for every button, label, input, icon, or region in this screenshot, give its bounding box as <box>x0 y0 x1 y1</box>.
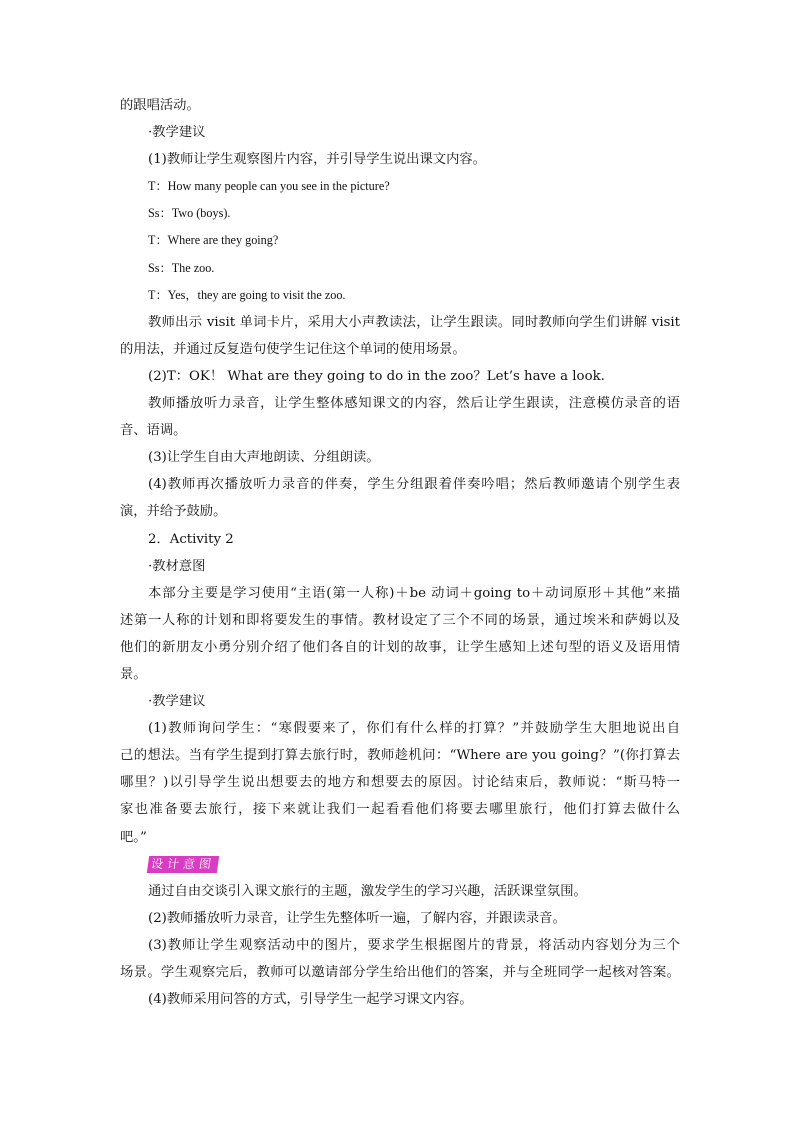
dialogue-line: (2)T：OK！ What are they going to do in the zoo？Let’s have a look. <box>148 368 605 384</box>
text-line: 通过自由交谈引入课文旅行的主题，激发学生的学习兴趣，活跃课堂氛围。 <box>148 883 587 899</box>
document-body <box>120 92 680 1013</box>
section-heading-teaching-suggestion: ·教学建议 <box>148 694 206 710</box>
section-heading-textbook-intent: ·教材意图 <box>148 558 206 574</box>
dialogue-line: T：Where are they going? <box>148 233 279 248</box>
text-line: (2)教师播放听力录音，让学生先整体听一遍，了解内容，并跟读录音。 <box>148 910 566 926</box>
text-line: (1)教师让学生观察图片内容，并引导学生说出课文内容。 <box>148 152 486 168</box>
text-line: (4)教师再次播放听力录音的伴奏，学生分组跟着伴奏吟唱；然后教师邀请个别学生表 <box>148 477 680 493</box>
text-line: 的跟唱活动。 <box>120 98 200 113</box>
text-line: 吧。” <box>120 829 147 845</box>
text-line: 教师播放听力录音，让学生整体感知课文的内容，然后让学生跟读，注意模仿录音的语 <box>148 396 680 412</box>
dialogue-line: Ss：Two (boys). <box>148 206 231 221</box>
text-line: (1)教师询问学生：“寒假要来了，你们有什么样的打算？”并鼓励学生大胆地说出自 <box>148 721 680 737</box>
text-line: 景。 <box>120 666 147 682</box>
text-line: 述第一人称的计划和即将要发生的事情。教材设定了三个不同的场景，通过埃米和萨姆以及 <box>120 612 680 628</box>
dialogue-line: T：How many people can you see in the picture? <box>148 179 390 194</box>
dialogue-line: Ss：The zoo. <box>148 260 215 275</box>
text-line: (3)教师让学生观察活动中的图片，要求学生根据图片的背景，将活动内容划分为三个 <box>148 937 680 953</box>
design-intent-badge: 设计意图 <box>147 856 219 873</box>
text-line: 的用法，并通过反复造句使学生记住这个单词的使用场景。 <box>120 341 466 357</box>
text-line: 音、语调。 <box>120 423 187 439</box>
section-heading-activity-2: 2．Activity 2 <box>148 531 234 547</box>
text-line: 教师出示 visit 单词卡片，采用大小声教读法，让学生跟读。同时教师向学生们讲解 visit <box>148 314 680 330</box>
text-line: 本部分主要是学习使用“主语(第一人称)＋be 动词＋going to＋动词原形＋其他”来描 <box>148 585 680 601</box>
text-line: 己的想法。当有学生提到打算去旅行时，教师趁机问：“Where are you going？”(你打算去 <box>120 748 680 764</box>
text-line: 哪里？)以引导学生说出想要去的地方和想要去的原因。讨论结束后，教师说：“斯马特一 <box>120 775 680 791</box>
design-intent-row <box>120 851 680 878</box>
section-heading-teaching-suggestion: ·教学建议 <box>148 125 206 141</box>
text-line: 场景。学生观察完后，教师可以邀请部分学生给出他们的答案，并与全班同学一起核对答案。 <box>120 965 680 980</box>
dialogue-line: T：Yes，they are going to visit the zoo. <box>148 287 346 302</box>
text-line: 家也准备要去旅行，接下来就让我们一起看看他们将要去哪里旅行，他们打算去做什么 <box>120 802 680 818</box>
text-line: (4)教师采用问答的方式，引导学生一起学习课文内容。 <box>148 992 473 1008</box>
text-line: 演，并给予鼓励。 <box>120 504 227 520</box>
text-line: (3)让学生自由大声地朗读、分组朗读。 <box>148 450 380 466</box>
text-line: 他们的新朋友小勇分别介绍了他们各自的计划的故事，让学生感知上述句型的语义及语用情 <box>120 639 680 655</box>
